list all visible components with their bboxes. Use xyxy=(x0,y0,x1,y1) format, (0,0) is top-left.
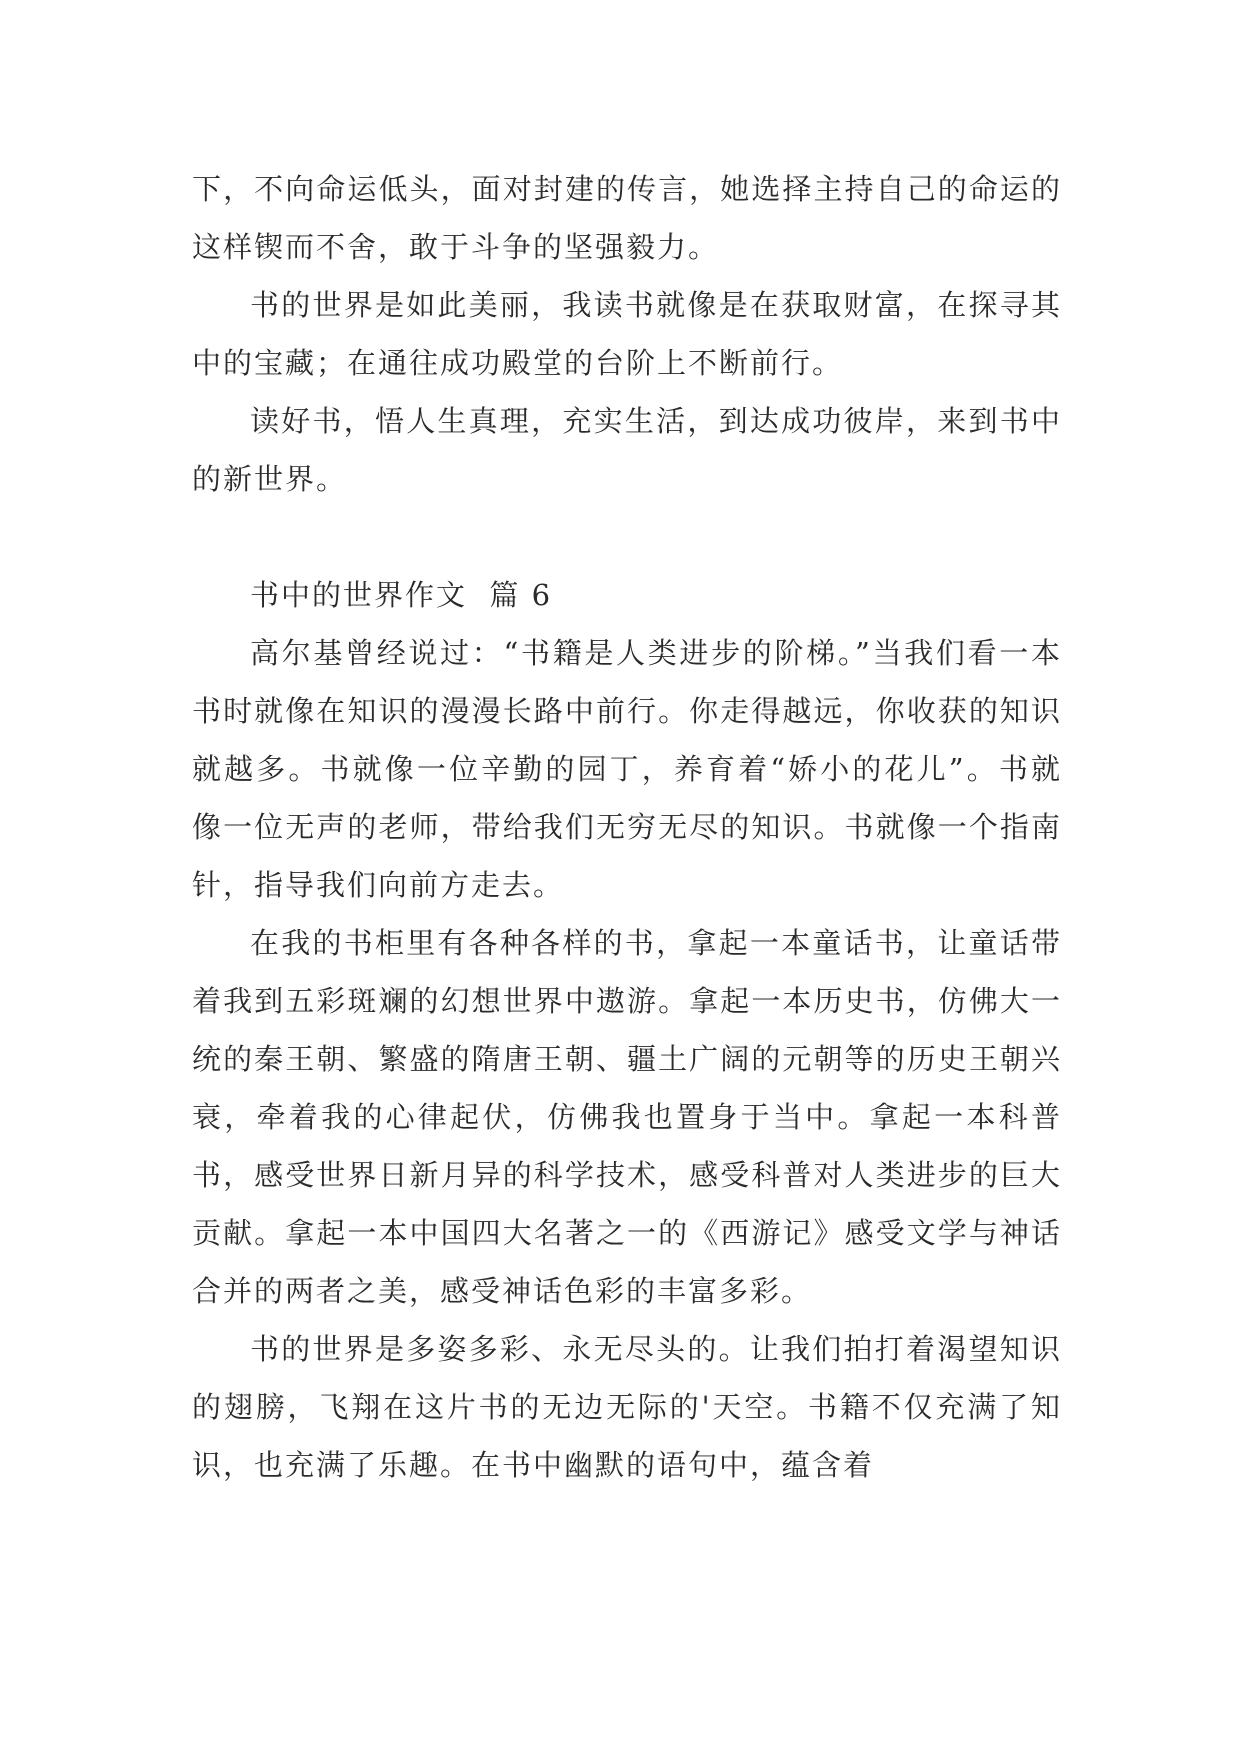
paragraph: 读好书，悟人生真理，充实生活，到达成功彼岸，来到书中的新世界。 xyxy=(192,404,1062,496)
paragraph: 书的世界是如此美丽，我读书就像是在获取财富，在探寻其中的宝藏；在通往成功殿堂的台阶上不断前行。 xyxy=(192,288,1062,380)
document-body xyxy=(192,160,1062,1494)
paragraph: 书的世界是多姿多彩、永无尽头的。让我们拍打着渴望知识的翅膀，飞翔在这片书的无边无际的'天空。书籍不仅充满了知识，也充满了乐趣。在书中幽默的语句中，蕴含着 xyxy=(192,1332,1062,1482)
paragraph-continued: 下，不向命运低头，面对封建的传言，她选择主持自己的命运的这样锲而不舍，敢于斗争的坚强毅力。 xyxy=(192,172,1062,264)
section-heading: 书中的世界作文 篇 6 xyxy=(250,578,553,612)
paragraph: 高尔基曾经说过：“书籍是人类进步的阶梯。”当我们看一本书时就像在知识的漫漫长路中前行。你走得越远，你收获的知识就越多。书就像一位辛勤的园丁，养育着“娇小的花儿”。书就像一位无声的老师，带给我们无穷无尽的知识。书就像一个指南针，指导我们向前方走去。 xyxy=(192,636,1062,902)
paragraph: 在我的书柜里有各种各样的书，拿起一本童话书，让童话带着我到五彩斑斓的幻想世界中遨游。拿起一本历史书，仿佛大一统的秦王朝、繁盛的隋唐王朝、疆土广阔的元朝等的历史王朝兴衰，牵着我的心律起伏，仿佛我也置身于当中。拿起一本科普书，感受世界日新月异的科学技术，感受科普对人类进步的巨大贡献。拿起一本中国四大名著之一的《西游记》感受文学与神话合并的两者之美，感受神话色彩的丰富多彩。 xyxy=(192,926,1062,1308)
